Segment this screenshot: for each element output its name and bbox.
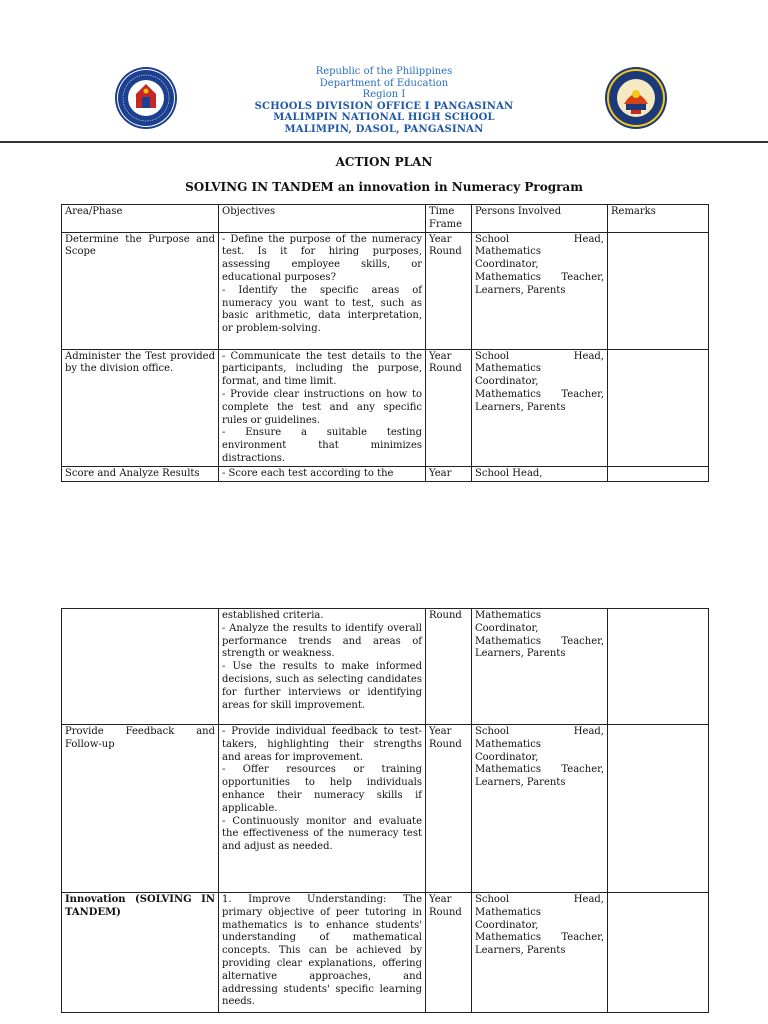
table-row [62, 232, 709, 349]
objectives-cell: - Communicate the test details to the participants, including the purpose, format, and time limit. - Provide clear instructions on how to complete the test and any specific rules or guidelines. - Ensure a suitable testing environment that minimizes distractions. [219, 349, 426, 466]
table-row [62, 349, 709, 466]
remarks-cell [608, 232, 709, 349]
remarks-cell [608, 349, 709, 466]
header-line-address: MALIMPIN, DASOL, PANGASINAN [284, 123, 484, 135]
table-header-row [62, 205, 709, 233]
header-line-department: Department of Education [319, 77, 449, 89]
header-divider [0, 141, 768, 143]
area-cell: Score and Analyze Results [62, 466, 219, 481]
time-frame-cell: Year Round [426, 725, 472, 893]
time-frame-cell: Year Round [426, 232, 472, 349]
time-frame-cell: Round [426, 609, 472, 725]
persons-cell: School Head, [472, 466, 608, 481]
page-subtitle: SOLVING IN TANDEM an innovation in Numeracy Program [185, 180, 583, 194]
letterhead [0, 58, 768, 142]
area-cell [62, 609, 219, 725]
header-line-school: MALIMPIN NATIONAL HIGH SCHOOL [273, 112, 495, 123]
objectives-cell: - Define the purpose of the numeracy test. Is it for hiring purposes, assessing employee skills, or educational purposes? - Identify the specific areas of numeracy you want to test, such as basic arithmetic, data interpretation, or problem-solving. [219, 232, 426, 349]
action-plan-table [61, 204, 709, 482]
persons-cell: School Head, Mathematics Coordinator, Mathematics Teacher, Learners, Parents [472, 349, 608, 466]
table-row [62, 893, 709, 1013]
persons-cell: School Head, Mathematics Coordinator, Mathematics Teacher, Learners, Parents [472, 725, 608, 893]
objectives-cell: - Score each test according to the [219, 466, 426, 481]
objectives-cell: established criteria. - Analyze the results to identify overall performance trends and areas of strength or weakness. - Use the results to make informed decisions, such as selecting candidates for further interviews or identifying areas for skill improvement. [219, 609, 426, 725]
header-remarks: Remarks [608, 205, 709, 233]
time-frame-cell: Year Round [426, 349, 472, 466]
header-objectives: Objectives [219, 205, 426, 233]
remarks-cell [608, 725, 709, 893]
area-cell: Innovation (SOLVING IN TANDEM) [62, 893, 219, 1013]
persons-cell: School Head, Mathematics Coordinator, Mathematics Teacher, Learners, Parents [472, 232, 608, 349]
table-row [62, 466, 709, 481]
remarks-cell [608, 609, 709, 725]
letterhead-text [200, 66, 568, 135]
deped-seal-icon [114, 66, 178, 130]
time-frame-cell: Year Round [426, 893, 472, 1013]
division-seal-icon [604, 66, 668, 130]
remarks-cell [608, 466, 709, 481]
objectives-cell: - Provide individual feedback to test-takers, highlighting their strengths and areas for improvement. - Offer resources or training opportunities to help individuals enhance their numeracy skills if applicable. - Continuously monitor and evaluate the effectiveness of the numeracy test and adjust as needed. [219, 725, 426, 893]
header-time-frame: Time Frame [426, 205, 472, 233]
persons-cell: School Head, Mathematics Coordinator, Mathematics Teacher, Learners, Parents [472, 893, 608, 1013]
action-plan-table-continued [61, 608, 709, 1013]
header-line-division: SCHOOLS DIVISION OFFICE I PANGASINAN [254, 100, 514, 112]
header-persons: Persons Involved [472, 205, 608, 233]
area-cell: Administer the Test provided by the division office. [62, 349, 219, 466]
table-row [62, 725, 709, 893]
objectives-cell: 1. Improve Understanding: The primary objective of peer tutoring in mathematics is to enhance students' understanding of mathematical concepts. This can be achieved by providing clear explanations, offering alternative approaches, and addressing students' specific learning needs. [219, 893, 426, 1013]
header-line-region: Region I [362, 89, 406, 100]
persons-cell: Mathematics Coordinator, Mathematics Teacher, Learners, Parents [472, 609, 608, 725]
table-row [62, 609, 709, 725]
header-line-republic: Republic of the Philippines [315, 66, 453, 77]
time-frame-cell: Year [426, 466, 472, 481]
page-title: ACTION PLAN [335, 155, 433, 169]
area-cell: Determine the Purpose and Scope [62, 232, 219, 349]
header-area: Area/Phase [62, 205, 219, 233]
area-cell: Provide Feedback and Follow-up [62, 725, 219, 893]
remarks-cell [608, 893, 709, 1013]
